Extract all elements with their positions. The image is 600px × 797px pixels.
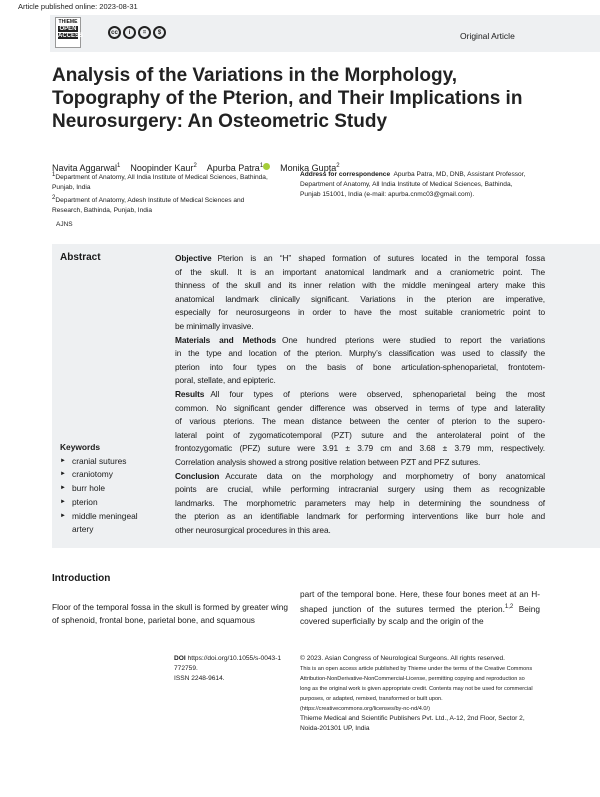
arrow-icon: ► [60,498,66,505]
correspondence: Address for correspondence Apurba Patra, MD, DNB, Assistant Professor, Department of Anatomy, All India Institute of Medical Sciences, Bathinda, Punjab 151001, India (e-mail: apurba.cnmc03@gmail.com). [300,171,526,198]
abstract-line: other neurosurgical procedures in this area. [175,524,331,535]
abstract-line: the pterion as an identifiable landmark for performing interventions like burr hole and [175,511,545,522]
logo-text: OPEN [59,26,77,33]
arrow-icon: ► [60,485,66,492]
nd-icon: = [138,26,151,39]
abstract-line: frontozygomatic (PFZ) suture were 3.91 ± 3.79 cm and 3.68 ± 3.79 mm, respectively. [175,443,545,454]
abstract-section-label: Conclusion [175,470,220,481]
author: Navita Aggarwal$^1$ [52,163,121,173]
abstract-line: anatomical landmark clinically significant. Variations in the pterion are imperative, [175,293,545,304]
intro-right-column: part of the temporal bone. Here, these four bones meet at an H-shaped junction of the sutures termed the pterion.$^{1,2}$ Being covered superficially by scalp and the origin of the [300,589,540,626]
abstract-line: of the skull. It is an important anatomical landmark and a craniometric point. The [175,266,545,277]
keyword-item: ► cranial sutures [60,455,152,469]
article-title [52,64,552,133]
abstract-line: common. No significant gender difference was observed in terms of type and laterality [175,402,545,413]
arrow-icon: ► [60,471,66,478]
keyword-item: ► pterion [60,496,152,510]
title-line: Topography of the Pterion, and Their Implications in [52,88,523,109]
logo-text: ACCESS [58,33,84,40]
abstract-line: be minimally invasive. [175,320,254,331]
nc-icon: $ [153,26,166,39]
abstract-line: Objective Pterion is an “H” shaped formation of sutures located in the temporal fossa [175,253,545,263]
abstract-line: Correlation analysis showed a strong positive relation between PZT and PFZ sutures. [175,456,481,467]
abstract-line: especially for neurosurgeons in order to have the most suitable craniometric point to [175,307,545,318]
cc-icon: cc [108,26,121,39]
article-type: Original Article [460,31,515,41]
abstract-line: lateral point of zygomaticotemporal (PZT) suture and the anterolateral point of the [175,429,545,440]
keyword-item: ► craniotomy [60,468,152,482]
thieme-open-access-logo [55,17,84,48]
abstract-line: in the type and location of the pterion. Murphy’s classification was used to classify the [175,348,545,359]
arrow-icon: ► [60,512,66,519]
affiliation: $^1$Department of Anatomy, All India Institute of Medical Sciences, Bathinda, Punjab, India [52,172,268,192]
arrow-icon: ► [60,457,66,464]
doi-link[interactable]: https://doi.org/10.1055/s-0043-1772759. [174,655,282,672]
copyright-block [300,654,535,734]
abstract-line: thinness of the skull and its inner relation with the middle meningeal artery make this [175,280,545,291]
title-line: Neurosurgery: An Osteometric Study [52,111,388,132]
abstract-body [175,252,545,537]
keywords [60,441,152,537]
abstract-section-label: Results [175,388,205,399]
license-text: This is an open access article published by Thieme under the terms of the Creative Commons Attribution-NonDerivative-NonCommercial-License, permitting copying and reproduction so long as the original work is given appropriate credit. Contents may not be used for commercial purposes, or adapted, remixed, transformed or built upon. (https://creativecommons.org/licenses/by-nc-nd/4.0/) [300,666,533,712]
keyword-item: ► middle meningeal artery [60,510,152,537]
abstract-line: poral, stellate, and epipteric. [175,375,276,386]
abstract-line: pterion into four types on the basis of bone articulation-sphenoparietal, frontotem- [175,361,545,372]
keyword-item: ► burr hole [60,482,152,496]
abstract-line: Materials and Methods One hundred pterions were studied to report the variations [175,334,545,345]
abstract-line: of various pterions. The mean distance between the center of pterion to the supero- [175,416,545,427]
intro-left-column: Floor of the temporal fossa in the skull is formed by greater wing of sphenoid, frontal bone, parietal bone, and squamous [52,602,288,625]
logo-text: THIEME [58,19,78,25]
abstract-line: Conclusion Accurate data on the morphology and morphometry of bony anatomical [175,470,545,481]
abstract-line: Results All four types of pterions were observed, sphenoparietal being the most [175,388,545,399]
abstract-line: points are crucial, while performing intracranial surgery using them as recognizable [175,484,545,495]
introduction-heading: Introduction [52,573,111,584]
copyright: © 2023. Asian Congress of Neurological Surgeons. All rights reserved. [300,655,505,662]
affiliations [52,170,272,216]
publisher: Thieme Medical and Scientific Publishers Pvt. Ltd., A-12, 2nd Floor, Sector 2, Noida-201301 UP, India [300,715,525,732]
by-icon: i [123,26,136,39]
journal-abbrev: AJNS [56,221,73,228]
author: Monika Gupta$^2$ [280,163,340,173]
affiliation: $^2$Department of Anatomy, Adesh Institute of Medical Sciences and Research, Bathinda, Punjab, India [52,195,245,215]
abstract-section-label: Objective [175,253,212,263]
abstract-section-label: Materials and Methods [175,334,276,345]
abstract-line: landmarks. The morphometric parameters may help in determining the soundness of [175,497,545,508]
keywords-heading: Keywords [60,442,101,452]
author: Noopinder Kaur$^2$ [130,163,197,173]
author: Apurba Patra$^1$ [207,163,270,173]
doi-block: DOI https://doi.org/10.1055/s-0043-1772759. ISSN 2248-9614. [174,655,282,682]
published-date: Article published online: 2023-08-31 [18,2,138,11]
abstract-heading: Abstract [60,252,101,263]
orcid-icon[interactable] [263,163,270,170]
title-line: Analysis of the Variations in the Morphology, [52,65,458,86]
creative-commons-icons [108,26,166,39]
